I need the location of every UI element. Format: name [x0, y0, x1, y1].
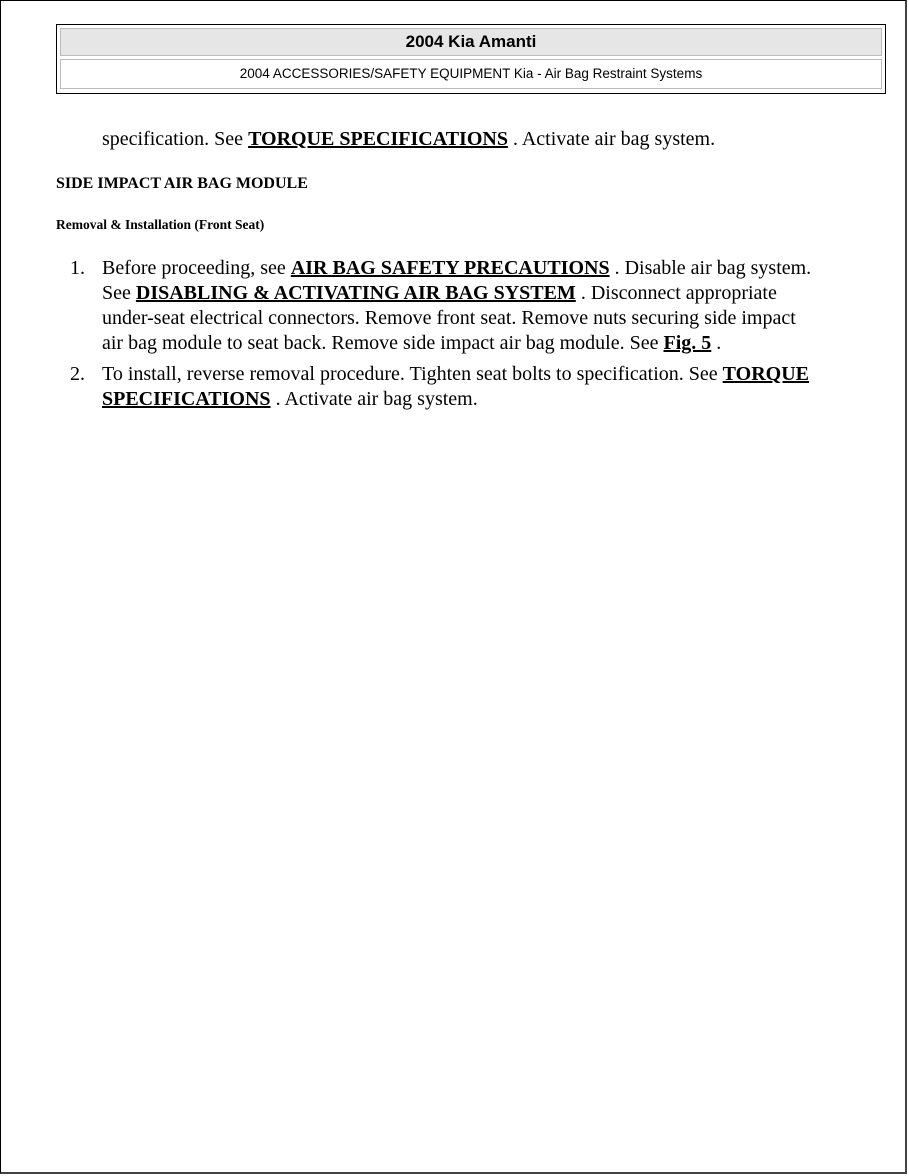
step-text: Before proceeding, see	[102, 257, 291, 279]
document-title: 2004 Kia Amanti	[60, 28, 882, 56]
torque-link-part-1[interactable]: TORQUE	[722, 363, 809, 385]
step-text: See	[102, 282, 136, 304]
step-number: 2.	[70, 363, 85, 385]
step-text: . Disable air bag system.	[609, 257, 812, 279]
disabling-activating-air-bag-system-link[interactable]: DISABLING & ACTIVATING AIR BAG SYSTEM	[135, 282, 576, 304]
document-header	[56, 24, 886, 94]
step-number: 1.	[70, 257, 85, 279]
step-text: air bag module to seat back. Remove side impact air bag module. See	[102, 332, 664, 354]
procedure-step-2	[70, 362, 870, 412]
step-text: To install, reverse removal procedure. Tighten seat bolts to specification. See	[102, 363, 723, 385]
step-text: .	[711, 332, 722, 354]
procedure-steps-list	[70, 256, 870, 418]
document-subtitle: 2004 ACCESSORIES/SAFETY EQUIPMENT Kia - Air Bag Restraint Systems	[60, 59, 882, 89]
procedure-step-1	[70, 256, 870, 356]
continuation-text-before: specification. See	[102, 128, 249, 150]
section-heading: SIDE IMPACT AIR BAG MODULE	[56, 175, 308, 192]
step-text: . Activate air bag system.	[270, 388, 478, 410]
torque-link-part-2[interactable]: SPECIFICATIONS	[102, 388, 271, 410]
step-text: . Disconnect appropriate	[575, 282, 777, 304]
section-subheading: Removal & Installation (Front Seat)	[56, 217, 265, 232]
torque-specifications-link[interactable]: TORQUE SPECIFICATIONS	[248, 128, 508, 150]
continuation-paragraph	[102, 126, 715, 152]
fig-5-link[interactable]: Fig. 5	[663, 332, 712, 354]
step-text: under-seat electrical connectors. Remove front seat. Remove nuts securing side impact	[102, 307, 796, 329]
air-bag-safety-precautions-link[interactable]: AIR BAG SAFETY PRECAUTIONS	[290, 257, 610, 279]
continuation-text-after: . Activate air bag system.	[507, 128, 716, 150]
